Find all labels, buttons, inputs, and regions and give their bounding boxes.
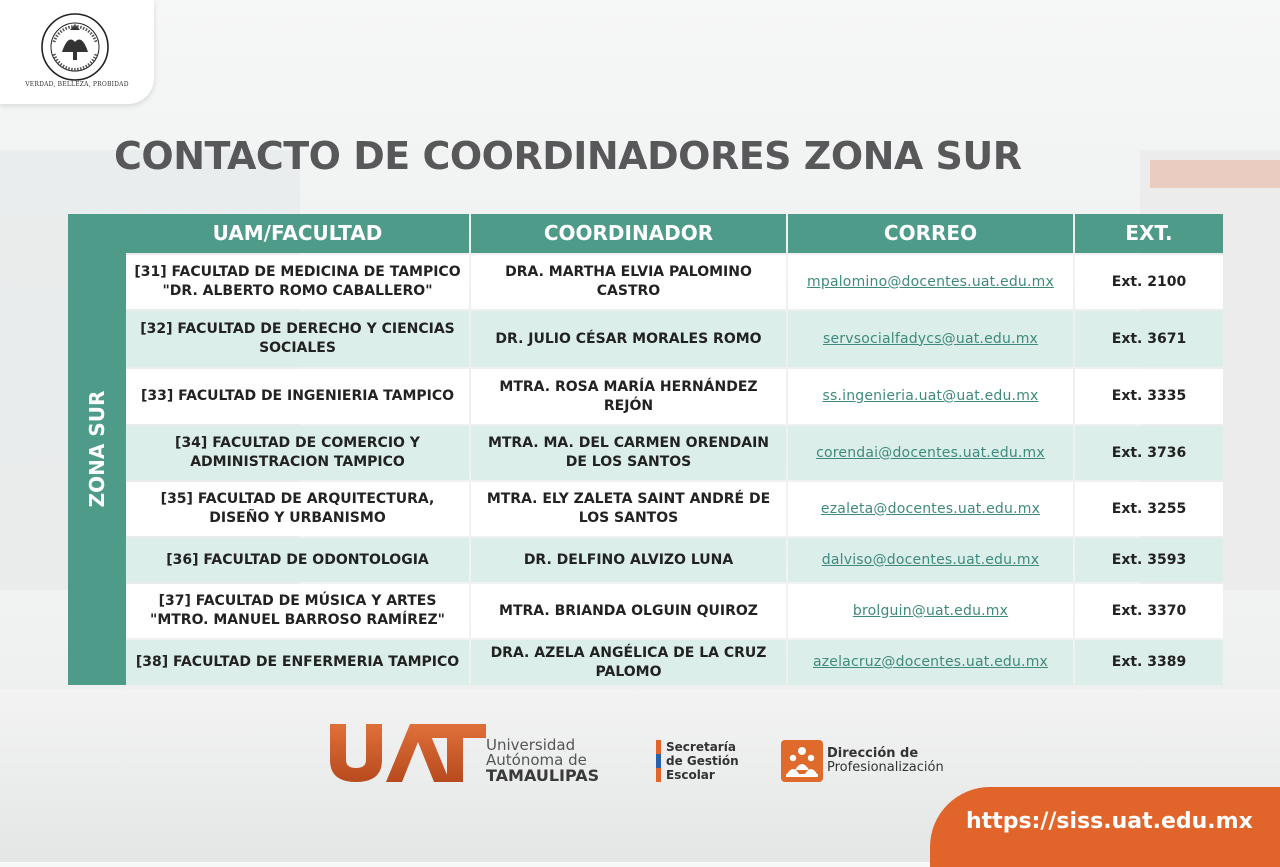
dp-text [827, 747, 944, 775]
table-row [126, 426, 1223, 480]
cell-correo [788, 369, 1073, 424]
cell-facultad: [37] FACULTAD DE MÚSICA Y ARTES "MTRO. MANUEL BARROSO RAMÍREZ" [126, 584, 469, 638]
table-row [126, 584, 1223, 638]
uat-logo-mark-icon [330, 722, 490, 782]
sge-line1: Secretaría [666, 740, 736, 754]
cell-facultad: [32] FACULTAD DE DERECHO Y CIENCIAS SOCIALES [126, 311, 469, 367]
cell-coordinador: MTRA. ELY ZALETA SAINT ANDRÉ DE LOS SANTOS [471, 482, 786, 536]
cell-facultad: [38] FACULTAD DE ENFERMERIA TAMPICO [126, 640, 469, 685]
table-row [126, 640, 1223, 685]
cell-ext: Ext. 3335 [1075, 369, 1223, 424]
sge-text [666, 740, 739, 782]
cell-facultad: [35] FACULTAD DE ARQUITECTURA, DISEÑO Y URBANISMO [126, 482, 469, 536]
cell-facultad: [31] FACULTAD DE MEDICINA DE TAMPICO "DR. ALBERTO ROMO CABALLERO" [126, 255, 469, 309]
university-seal-card [0, 0, 154, 104]
table-header [126, 214, 1223, 253]
cell-correo [788, 538, 1073, 582]
cell-correo [788, 426, 1073, 480]
email-link[interactable]: azelacruz@docentes.uat.edu.mx [812, 654, 1049, 670]
cell-facultad: [33] FACULTAD DE INGENIERIA TAMPICO [126, 369, 469, 424]
sge-bar-icon [656, 740, 661, 782]
cell-correo [788, 584, 1073, 638]
sge-line2: de Gestión [666, 754, 739, 768]
email-link[interactable]: corendai@docentes.uat.edu.mx [816, 444, 1045, 461]
email-link[interactable]: ezaleta@docentes.uat.edu.mx [820, 500, 1041, 517]
university-seal-icon [40, 12, 110, 82]
table-row [126, 369, 1223, 424]
cell-correo [788, 311, 1073, 367]
uat-logo-text [486, 738, 599, 783]
uat-line2: Autónoma de [486, 751, 587, 769]
classroom-icon [781, 740, 823, 782]
website-url[interactable]: https://siss.uat.edu.mx [966, 809, 1253, 834]
background-stripe [1150, 160, 1280, 188]
column-header-correo: CORREO [788, 214, 1073, 253]
table-row [126, 311, 1223, 367]
column-header-coordinador: COORDINADOR [471, 214, 786, 253]
cell-coordinador: MTRA. BRIANDA OLGUIN QUIROZ [471, 584, 786, 638]
cell-ext: Ext. 2100 [1075, 255, 1223, 309]
website-banner [930, 787, 1280, 867]
email-link[interactable]: dalviso@docentes.uat.edu.mx [821, 551, 1040, 568]
seal-motto: VERDAD, BELLEZA, PROBIDAD [25, 81, 129, 88]
cell-coordinador: DRA. AZELA ANGÉLICA DE LA CRUZ PALOMO [471, 640, 786, 685]
cell-correo [788, 255, 1073, 309]
cell-correo [788, 640, 1073, 685]
cell-coordinador: DRA. MARTHA ELVIA PALOMINO CASTRO [471, 255, 786, 309]
dp-line2: Profesionalización [827, 760, 944, 775]
table-row [126, 538, 1223, 582]
zone-label-text: ZONA SUR [85, 390, 109, 508]
table-row [126, 255, 1223, 309]
cell-facultad: [34] FACULTAD DE COMERCIO Y ADMINISTRACION TAMPICO [126, 426, 469, 480]
cell-ext: Ext. 3671 [1075, 311, 1223, 367]
email-link[interactable]: brolguin@uat.edu.mx [852, 602, 1009, 619]
cell-coordinador: DR. DELFINO ALVIZO LUNA [471, 538, 786, 582]
page-title: CONTACTO DE COORDINADORES ZONA SUR [114, 134, 1022, 178]
cell-coordinador: MTRA. ROSA MARÍA HERNÁNDEZ REJÓN [471, 369, 786, 424]
column-header-ext: EXT. [1075, 214, 1223, 253]
zone-side-label [68, 214, 126, 685]
table-row [126, 482, 1223, 536]
email-link[interactable]: servsocialfadycs@uat.edu.mx [822, 330, 1039, 347]
cell-coordinador: DR. JULIO CÉSAR MORALES ROMO [471, 311, 786, 367]
cell-ext: Ext. 3255 [1075, 482, 1223, 536]
email-link[interactable]: ss.ingenieria.uat@uat.edu.mx [822, 388, 1039, 404]
sge-line3: Escolar [666, 768, 715, 782]
cell-ext: Ext. 3389 [1075, 640, 1223, 685]
uat-line3: TAMAULIPAS [486, 766, 600, 785]
column-header-facultad: UAM/FACULTAD [126, 214, 469, 253]
cell-facultad: [36] FACULTAD DE ODONTOLOGIA [126, 538, 469, 582]
uat-line1: Universidad [486, 736, 576, 754]
cell-ext: Ext. 3736 [1075, 426, 1223, 480]
coordinators-table [126, 214, 1223, 685]
cell-correo [788, 482, 1073, 536]
cell-ext: Ext. 3593 [1075, 538, 1223, 582]
cell-coordinador: MTRA. MA. DEL CARMEN ORENDAIN DE LOS SANTOS [471, 426, 786, 480]
cell-ext: Ext. 3370 [1075, 584, 1223, 638]
dp-line1: Dirección de [827, 746, 919, 761]
email-link[interactable]: mpalomino@docentes.uat.edu.mx [807, 273, 1054, 290]
